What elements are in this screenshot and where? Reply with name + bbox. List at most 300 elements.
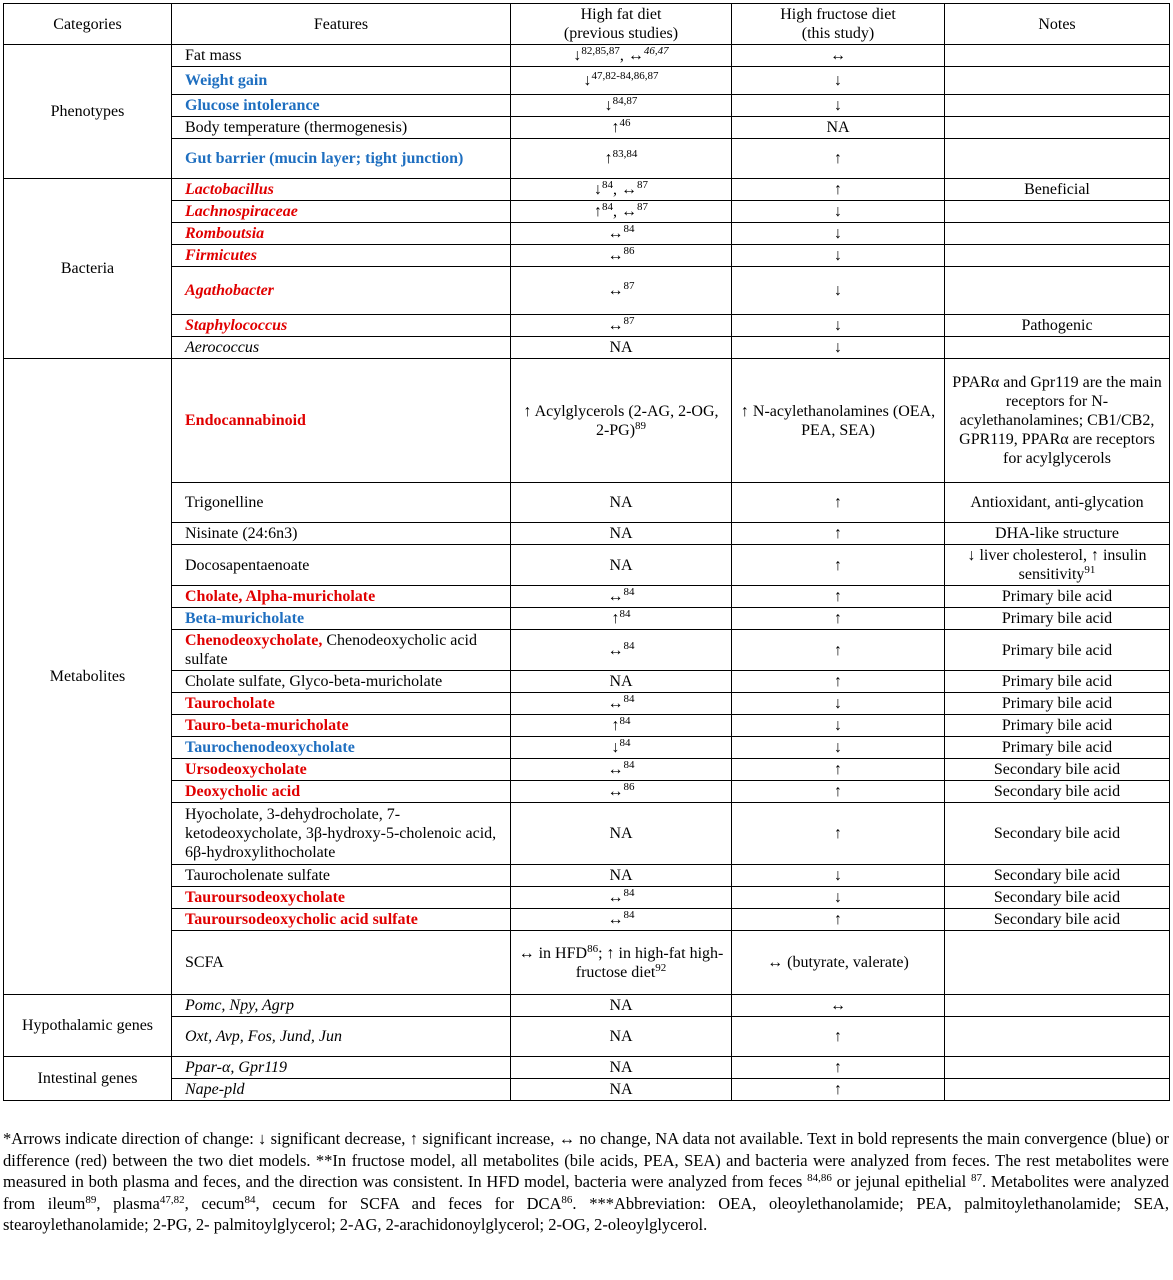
hfr-value: ↑: [834, 1059, 842, 1076]
notes-cell: [945, 201, 1170, 223]
feature-label: Cholate, Alpha-muricholate: [185, 588, 376, 605]
note-text: Primary bile acid: [1001, 673, 1113, 690]
high-fat-diet-cell: [511, 545, 732, 586]
table-row: [4, 201, 1170, 223]
footnote-text: , cecum for SCFA and feces for DCA: [255, 1193, 562, 1213]
table-row: [4, 995, 1170, 1017]
high-fat-diet-cell: [511, 803, 732, 865]
feature-label: Nisinate (24:6n3): [185, 525, 298, 542]
high-fructose-diet-cell: [732, 117, 945, 139]
feature-cell: [172, 759, 511, 781]
high-fat-diet-cell: [511, 715, 732, 737]
hfd-value: ↔: [607, 588, 624, 605]
high-fat-diet-cell: [511, 608, 732, 630]
feature-label: Ursodeoxycholate: [185, 761, 307, 778]
hfd-value: NA: [609, 997, 633, 1014]
footnote-text: or jejunal epithelial: [831, 1172, 971, 1192]
high-fructose-diet-cell: [732, 715, 945, 737]
feature-cell: [172, 803, 511, 865]
hfd-value-extra: , ↔: [613, 181, 637, 198]
feature-cell: [172, 67, 511, 95]
hfr-value: ↑: [834, 494, 842, 511]
high-fat-diet-cell: [511, 781, 732, 803]
table-footnote: [3, 1128, 1169, 1236]
high-fat-diet-cell: [511, 586, 732, 608]
hfd-value: NA: [609, 1081, 633, 1098]
note-text: Secondary bile acid: [993, 867, 1121, 884]
hfd-reference: 46: [619, 117, 631, 129]
hfd-reference-extra: 87: [637, 179, 648, 191]
category-cell: [4, 179, 172, 359]
feature-cell: [172, 887, 511, 909]
note-text: Secondary bile acid: [993, 889, 1121, 906]
notes-cell: [945, 1017, 1170, 1057]
feature-label: SCFA: [185, 954, 224, 971]
notes-cell: [945, 586, 1170, 608]
table-row: [4, 223, 1170, 245]
category-cell: [4, 1057, 172, 1101]
hfd-reference: 84: [602, 201, 613, 213]
footnote-text: *Arrows indicate direction of change: ↓ significant decrease, ↑ significant increase, ↔ no change, NA data not available. Text in bold represents the main convergence (blue) or difference (red) between the two diet models. **In fructose model, all metabolites (bile acids, PEA, SEA) and bacteria were analyzed from feces. The rest metabolites were measured in both plasma and feces, and the direction was consistent. In HFD model, bacteria were analyzed from feces: [3, 1129, 1169, 1192]
notes-cell: [945, 671, 1170, 693]
feature-cell: [172, 359, 511, 483]
feature-cell: [172, 245, 511, 267]
hfd-reference: 86: [587, 942, 599, 955]
feature-cell: [172, 1017, 511, 1057]
notes-cell: [945, 95, 1170, 117]
hfr-value: ↔: [830, 47, 846, 64]
feature-cell: [172, 179, 511, 201]
hfr-value: ↓: [834, 717, 842, 734]
notes-cell: [945, 865, 1170, 887]
table-row: [4, 179, 1170, 201]
notes-cell: [945, 759, 1170, 781]
feature-cell: [172, 995, 511, 1017]
high-fat-diet-cell: [511, 267, 732, 315]
high-fructose-diet-cell: [732, 67, 945, 95]
hfd-reference: 84: [623, 887, 635, 899]
high-fructose-diet-cell: [732, 737, 945, 759]
feature-label: Hyocholate, 3-dehydrocholate, 7-ketodeoxycholate, 3β-hydroxy-5-cholenoic acid, 6β-hydroxylithocholate: [185, 806, 497, 861]
note-text: Pathogenic: [1021, 317, 1093, 334]
table-row: [4, 45, 1170, 67]
high-fructose-diet-cell: [732, 865, 945, 887]
notes-cell: [945, 737, 1170, 759]
category-cell: [4, 995, 172, 1057]
high-fructose-diet-cell: [732, 267, 945, 315]
feature-label: Taurochenodeoxycholate: [185, 739, 355, 756]
hfd-value: ↔: [607, 317, 624, 334]
footnote-reference: 86: [561, 1193, 573, 1206]
hfd-reference: 84: [602, 179, 613, 191]
hfr-value: ↓: [834, 97, 842, 114]
hfr-value: ↑: [834, 588, 842, 605]
feature-cell: [172, 201, 511, 223]
table-row: [4, 608, 1170, 630]
high-fructose-diet-cell: [732, 223, 945, 245]
feature-label: Tauroursodeoxycholic acid sulfate: [185, 911, 418, 928]
hfd-value: ↔: [607, 641, 624, 659]
hfd-value: ↔: [607, 695, 624, 712]
table-row: [4, 117, 1170, 139]
feature-cell: [172, 781, 511, 803]
hfd-value: NA: [609, 1028, 633, 1045]
notes-cell: [945, 1057, 1170, 1079]
note-text: PPARα and Gpr119 are the main receptors for N-acylethanolamines; CB1/CB2, GPR119, PPARα are receptors for acylglycerols: [952, 374, 1162, 467]
high-fructose-diet-cell: [732, 1017, 945, 1057]
hfd-value: ↔: [607, 783, 624, 800]
high-fat-diet-cell: [511, 1079, 732, 1101]
hfd-value: ↑ Acylglycerols (2-AG, 2-OG, 2-PG): [523, 402, 719, 439]
hfd-value: ↔: [607, 911, 624, 928]
feature-label: Deoxycholic acid: [185, 783, 301, 800]
hfd-reference: 84: [623, 639, 635, 652]
high-fructose-diet-cell: [732, 887, 945, 909]
hfr-value: ↓: [834, 282, 842, 299]
high-fat-diet-cell: [511, 223, 732, 245]
feature-cell: [172, 223, 511, 245]
footnote-reference: 89: [85, 1193, 97, 1206]
notes-cell: [945, 483, 1170, 523]
table-row: [4, 781, 1170, 803]
high-fat-diet-cell: [511, 630, 732, 671]
table-row: [4, 67, 1170, 95]
high-fat-diet-cell: [511, 95, 732, 117]
feature-label: Trigonelline: [185, 494, 264, 511]
high-fat-diet-cell: [511, 201, 732, 223]
hfr-value: ↑: [834, 1081, 842, 1098]
feature-label: Lactobacillus: [185, 181, 274, 198]
feature-cell: [172, 315, 511, 337]
hfd-value: NA: [609, 867, 633, 884]
feature-label: Agathobacter: [185, 282, 274, 299]
feature-label-extra: Chenodeoxycholic acid sulfate: [185, 632, 477, 668]
hfd-value: ↓: [604, 97, 613, 114]
hfd-value: ↓: [573, 47, 582, 64]
hfd-reference: 86: [623, 781, 635, 793]
table-row: [4, 715, 1170, 737]
notes-cell: [945, 995, 1170, 1017]
high-fructose-diet-cell: [732, 781, 945, 803]
high-fat-diet-cell: [511, 67, 732, 95]
footnote-text: , cecum: [184, 1193, 245, 1213]
notes-cell: [945, 803, 1170, 865]
header-row: [4, 4, 1170, 45]
hfd-reference: 84: [619, 715, 631, 727]
high-fructose-diet-cell: [732, 586, 945, 608]
hfr-value: ↓: [834, 739, 842, 756]
notes-cell: [945, 715, 1170, 737]
hfd-reference-extra: 46,47: [643, 45, 669, 57]
high-fructose-diet-cell: [732, 1057, 945, 1079]
notes-cell: [945, 909, 1170, 931]
notes-cell: [945, 630, 1170, 671]
high-fructose-diet-cell: [732, 245, 945, 267]
high-fat-diet-cell: [511, 245, 732, 267]
header-high-fructose-diet: High fructose diet (this study): [732, 4, 945, 45]
hfr-value: ↑: [834, 181, 842, 198]
table-row: [4, 931, 1170, 995]
category-label: Bacteria: [60, 260, 115, 277]
high-fructose-diet-cell: [732, 45, 945, 67]
footnote-reference: 47,82: [159, 1193, 185, 1206]
note-text: Primary bile acid: [1001, 739, 1113, 756]
table-row: [4, 759, 1170, 781]
hfd-reference: 47,82-84,86,87: [591, 70, 659, 82]
category-cell: [4, 359, 172, 995]
feature-label: Endocannabinoid: [185, 412, 306, 429]
note-reference: 91: [1084, 564, 1096, 576]
table-row: [4, 95, 1170, 117]
table-row: [4, 737, 1170, 759]
notes-cell: [945, 608, 1170, 630]
feature-label: Ppar-α, Gpr119: [185, 1059, 287, 1076]
high-fat-diet-cell: [511, 45, 732, 67]
footnote-reference: 84,86: [807, 1172, 832, 1185]
feature-label: Pomc, Npy, Agrp: [185, 997, 295, 1014]
hfd-reference-extra: 92: [655, 961, 667, 974]
category-cell: [4, 45, 172, 179]
notes-cell: [945, 523, 1170, 545]
hfd-reference: 87: [623, 280, 635, 292]
hfr-value: ↑: [834, 825, 842, 842]
feature-label: Fat mass: [185, 47, 242, 64]
note-text: Secondary bile acid: [993, 825, 1121, 842]
table-body: [4, 45, 1170, 1101]
feature-label: Lachnospiraceae: [185, 203, 298, 220]
feature-label: Body temperature (thermogenesis): [185, 119, 408, 136]
feature-label: Gut barrier (mucin layer; tight junction): [185, 150, 464, 167]
hfr-value: ↑: [834, 556, 842, 574]
hfd-value-extra: , ↔: [619, 47, 644, 64]
high-fat-diet-cell: [511, 1057, 732, 1079]
note-text: Primary bile acid: [1001, 610, 1113, 627]
hfr-value: ↓: [834, 867, 842, 884]
hfr-value: ↓: [834, 695, 842, 712]
table-row: [4, 139, 1170, 179]
high-fructose-diet-cell: [732, 759, 945, 781]
hfr-value: ↑: [834, 911, 842, 928]
feature-label: Staphylococcus: [185, 317, 288, 334]
hfr-value: ↓: [834, 889, 842, 906]
hfd-value: NA: [609, 673, 633, 690]
table-row: [4, 315, 1170, 337]
high-fructose-diet-cell: [732, 931, 945, 995]
feature-cell: [172, 715, 511, 737]
feature-label: Glucose intolerance: [185, 97, 320, 114]
high-fat-diet-cell: [511, 359, 732, 483]
table-row: [4, 523, 1170, 545]
feature-cell: [172, 1079, 511, 1101]
feature-cell: [172, 693, 511, 715]
feature-label: Taurocholenate sulfate: [185, 867, 331, 884]
footnote-text: . Metabolites were analyzed from ileum: [3, 1172, 1169, 1213]
table-row: [4, 865, 1170, 887]
table-row: [4, 909, 1170, 931]
feature-label: Aerococcus: [185, 339, 260, 356]
high-fructose-diet-cell: [732, 671, 945, 693]
category-label: Metabolites: [49, 668, 126, 685]
high-fat-diet-cell: [511, 117, 732, 139]
table-row: [4, 245, 1170, 267]
hfr-value: ↔: [830, 997, 846, 1014]
note-text: Primary bile acid: [1001, 588, 1113, 605]
hfr-value: ↑: [834, 1028, 842, 1045]
hfd-reference: 86: [623, 245, 635, 257]
hfr-value: ↑: [834, 761, 842, 778]
notes-cell: [945, 337, 1170, 359]
table-row: [4, 1057, 1170, 1079]
note-text: ↓ liver cholesterol, ↑ insulin sensitivity: [967, 547, 1147, 583]
high-fructose-diet-cell: [732, 337, 945, 359]
footnote-reference: 87: [970, 1172, 982, 1185]
notes-cell: [945, 887, 1170, 909]
high-fructose-diet-cell: [732, 95, 945, 117]
notes-cell: [945, 223, 1170, 245]
high-fructose-diet-cell: [732, 201, 945, 223]
notes-cell: [945, 1079, 1170, 1101]
notes-cell: [945, 117, 1170, 139]
hfd-value: ↓: [594, 181, 602, 198]
high-fructose-diet-cell: [732, 315, 945, 337]
hfd-value: ↑: [604, 150, 613, 167]
table-row: [4, 586, 1170, 608]
feature-label: Chenodeoxycholate,: [185, 632, 323, 649]
hfd-value: ↔ in HFD: [518, 944, 588, 962]
high-fat-diet-cell: [511, 909, 732, 931]
table-row: [4, 267, 1170, 315]
feature-label: Oxt, Avp, Fos, Jund, Jun: [185, 1028, 343, 1045]
hfr-value: NA: [826, 119, 850, 136]
hfd-value: ↑: [594, 203, 602, 220]
high-fat-diet-cell: [511, 693, 732, 715]
footnote-text: . ***Abbreviation: OEA, oleoylethanolamide; PEA, palmitoylethanolamide; SEA, stearoylethanolamide; 2-PG, 2- palmitoylglycerol; 2-AG, 2-arachidonoylglycerol; 2-OG, 2-oleoylglycerol.: [3, 1193, 1169, 1235]
hfr-value: ↑: [834, 673, 842, 690]
table-row: [4, 803, 1170, 865]
hfd-value: NA: [609, 825, 633, 842]
note-text: Beneficial: [1024, 181, 1090, 198]
category-label: Intestinal genes: [37, 1070, 138, 1087]
feature-cell: [172, 139, 511, 179]
feature-label: Cholate sulfate, Glyco-beta-muricholate: [185, 673, 443, 690]
header-notes: Notes: [945, 4, 1170, 45]
note-text: Secondary bile acid: [993, 783, 1121, 800]
hfd-value: ↔: [607, 889, 624, 906]
high-fructose-diet-cell: [732, 608, 945, 630]
feature-label: Docosapentaenoate: [185, 556, 310, 574]
high-fat-diet-cell: [511, 759, 732, 781]
table-row: [4, 359, 1170, 483]
note-text: Antioxidant, anti-glycation: [970, 494, 1144, 511]
high-fructose-diet-cell: [732, 995, 945, 1017]
high-fructose-diet-cell: [732, 693, 945, 715]
hfd-reference: 84: [623, 759, 635, 771]
note-text: Primary bile acid: [1001, 695, 1113, 712]
table-row: [4, 1017, 1170, 1057]
high-fat-diet-cell: [511, 995, 732, 1017]
feature-cell: [172, 931, 511, 995]
feature-label: Nape-pld: [185, 1081, 245, 1098]
hfr-value: ↑: [834, 610, 842, 627]
feature-label: Beta-muricholate: [185, 610, 305, 627]
hfr-value: ↔ (butyrate, valerate): [767, 954, 909, 971]
feature-cell: [172, 608, 511, 630]
table-row: [4, 483, 1170, 523]
hfd-value-extra: ; ↑ in high-fat high-fructose diet: [575, 944, 724, 981]
feature-cell: [172, 95, 511, 117]
footnote-text: , plasma: [96, 1193, 160, 1213]
feature-cell: [172, 630, 511, 671]
table-row: [4, 671, 1170, 693]
hfd-value-extra: , ↔: [613, 203, 637, 220]
hfr-value: ↓: [834, 247, 842, 264]
header-high-fat-diet: High fat diet (previous studies): [511, 4, 732, 45]
high-fructose-diet-cell: [732, 359, 945, 483]
hfd-reference: 87: [623, 315, 635, 327]
notes-cell: [945, 139, 1170, 179]
feature-label: Tauro-beta-muricholate: [185, 717, 349, 734]
hfd-value: ↓: [583, 72, 592, 89]
feature-cell: [172, 45, 511, 67]
feature-cell: [172, 1057, 511, 1079]
note-text: Secondary bile acid: [993, 911, 1121, 928]
hfd-value: ↑: [611, 717, 620, 734]
table-container: [3, 3, 1169, 1101]
hfd-reference: 84: [619, 737, 631, 749]
hfd-reference: 89: [635, 419, 647, 432]
notes-cell: [945, 45, 1170, 67]
notes-cell: [945, 781, 1170, 803]
hfd-reference: 82,85,87: [581, 45, 620, 57]
hfr-value: ↓: [834, 339, 842, 356]
high-fat-diet-cell: [511, 139, 732, 179]
high-fructose-diet-cell: [732, 483, 945, 523]
hfr-value: ↓: [834, 225, 842, 242]
notes-cell: [945, 545, 1170, 586]
table-row: [4, 630, 1170, 671]
table-row: [4, 545, 1170, 586]
feature-cell: [172, 523, 511, 545]
notes-cell: [945, 179, 1170, 201]
feature-label: Tauroursodeoxycholate: [185, 889, 346, 906]
high-fat-diet-cell: [511, 179, 732, 201]
hfd-reference: 84: [623, 223, 635, 235]
feature-cell: [172, 337, 511, 359]
feature-cell: [172, 267, 511, 315]
hfd-value: ↔: [607, 761, 624, 778]
note-text: Primary bile acid: [1001, 717, 1113, 734]
feature-cell: [172, 865, 511, 887]
table-row: [4, 693, 1170, 715]
high-fat-diet-cell: [511, 671, 732, 693]
feature-label: Taurocholate: [185, 695, 275, 712]
feature-cell: [172, 909, 511, 931]
table-row: [4, 337, 1170, 359]
high-fructose-diet-cell: [732, 523, 945, 545]
table-row: [4, 1079, 1170, 1101]
hfr-value: ↓: [834, 203, 842, 220]
notes-cell: [945, 931, 1170, 995]
hfr-value: ↑: [834, 783, 842, 800]
notes-cell: [945, 67, 1170, 95]
high-fat-diet-cell: [511, 315, 732, 337]
high-fructose-diet-cell: [732, 1079, 945, 1101]
feature-label: Firmicutes: [185, 247, 258, 264]
notes-cell: [945, 315, 1170, 337]
feature-cell: [172, 671, 511, 693]
high-fat-diet-cell: [511, 931, 732, 995]
comparison-table: [3, 3, 1170, 1101]
